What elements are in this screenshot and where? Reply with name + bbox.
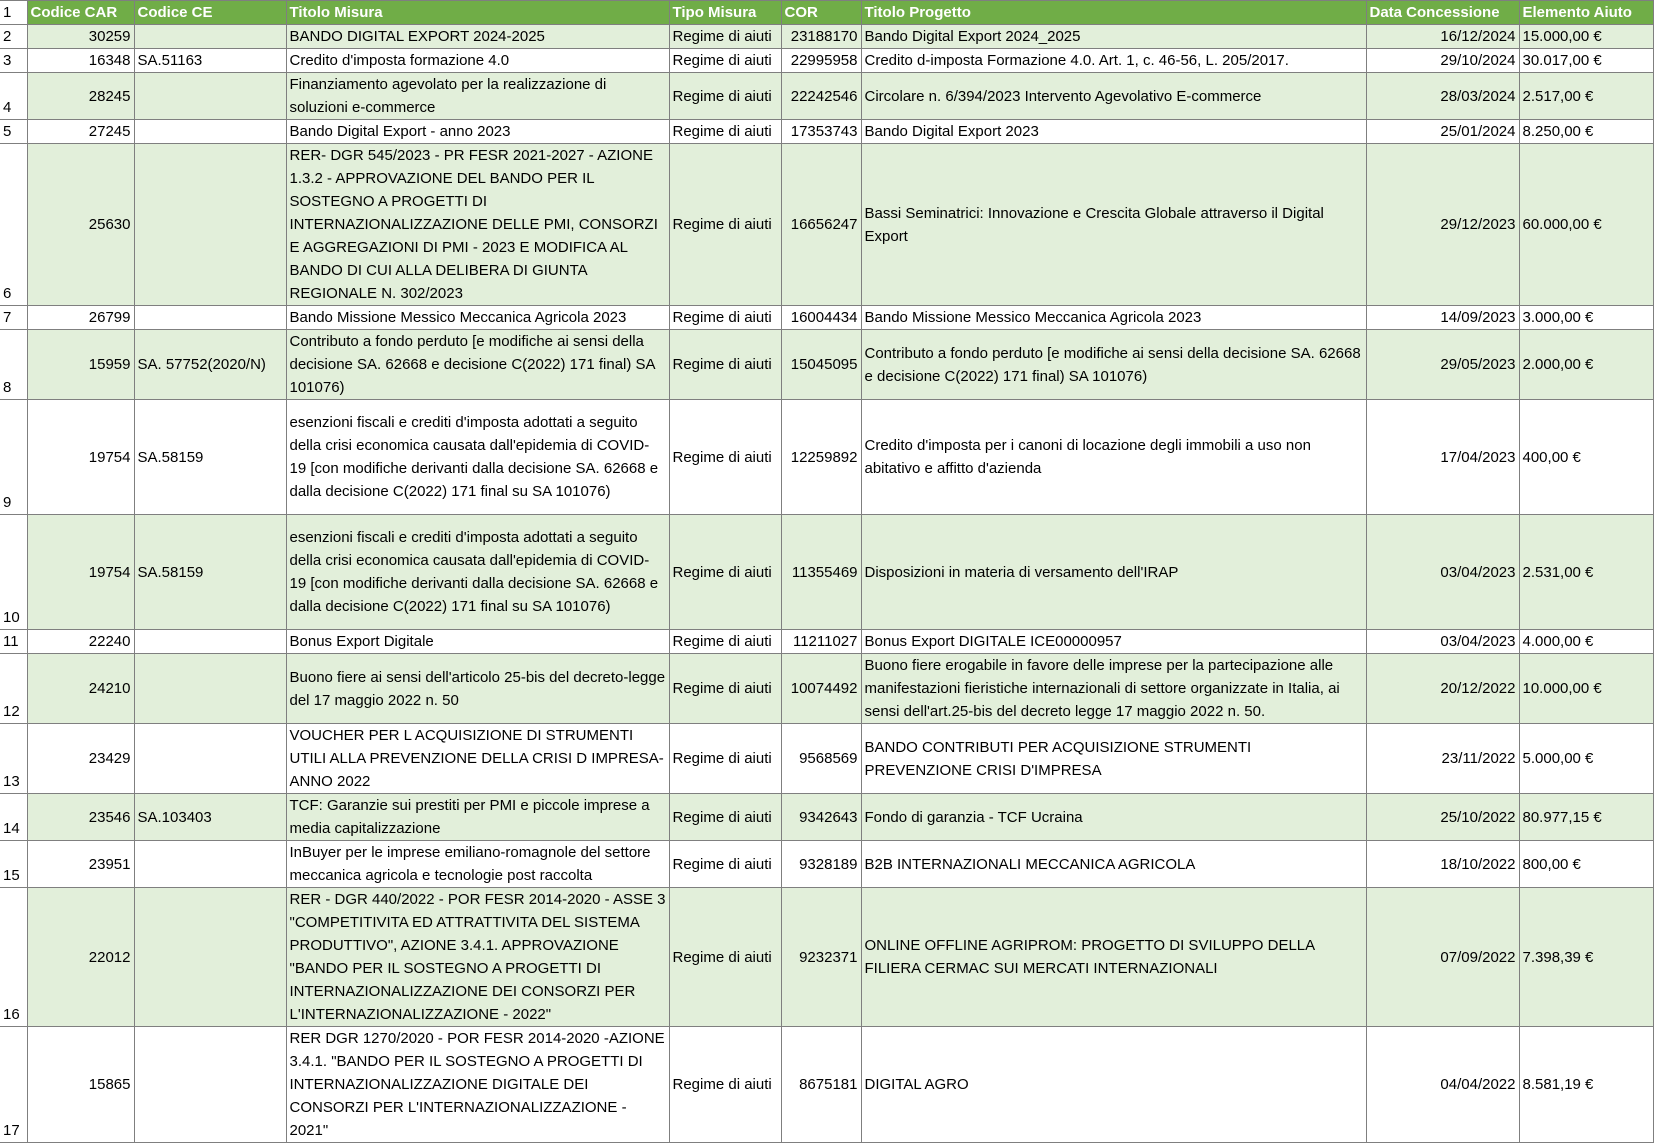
row-number[interactable]: 13 (0, 724, 27, 794)
cell-tipo-misura[interactable]: Regime di aiuti (669, 654, 781, 724)
cell-elemento-aiuto[interactable]: 3.000,00 € (1519, 306, 1653, 330)
cell-elemento-aiuto[interactable]: 80.977,15 € (1519, 794, 1653, 841)
cell-codice-ce[interactable]: SA.103403 (134, 794, 286, 841)
cell-cor[interactable]: 11355469 (781, 515, 861, 630)
cell-tipo-misura[interactable]: Regime di aiuti (669, 120, 781, 144)
row-number[interactable]: 3 (0, 49, 27, 73)
cell-data-concessione[interactable]: 28/03/2024 (1366, 73, 1519, 120)
row-number[interactable]: 11 (0, 630, 27, 654)
cell-data-concessione[interactable]: 03/04/2023 (1366, 515, 1519, 630)
cell-codice-car[interactable]: 15959 (27, 330, 134, 400)
cell-cor[interactable]: 9342643 (781, 794, 861, 841)
cell-data-concessione[interactable]: 03/04/2023 (1366, 630, 1519, 654)
table-row (0, 25, 1653, 49)
cell-titolo-misura[interactable]: Bonus Export Digitale (286, 630, 669, 654)
column-header[interactable]: Data Concessione (1366, 1, 1519, 25)
cell-elemento-aiuto[interactable]: 5.000,00 € (1519, 724, 1653, 794)
cell-cor[interactable]: 9232371 (781, 888, 861, 1027)
cell-data-concessione[interactable]: 25/01/2024 (1366, 120, 1519, 144)
cell-codice-ce[interactable] (134, 25, 286, 49)
cell-elemento-aiuto[interactable]: 7.398,39 € (1519, 888, 1653, 1027)
cell-codice-ce[interactable] (134, 888, 286, 1027)
row-number[interactable]: 10 (0, 515, 27, 630)
cell-titolo-misura[interactable]: RER- DGR 545/2023 - PR FESR 2021-2027 - AZIONE 1.3.2 - APPROVAZIONE DEL BANDO PER IL SOSTEGNO A PROGETTI DI INTERNAZIONALIZZAZIONE DELLE PMI, CONSORZI E AGGREGAZIONI DI PMI - 2023 E MODIFICA AL BANDO DI CUI ALLA DELIBERA DI GIUNTA REGIONALE N. 302/2023 (286, 144, 669, 306)
cell-codice-car[interactable]: 22012 (27, 888, 134, 1027)
table-row (0, 400, 1653, 515)
column-header[interactable]: Codice CE (134, 1, 286, 25)
cell-codice-car[interactable]: 23429 (27, 724, 134, 794)
cell-codice-ce[interactable] (134, 724, 286, 794)
cell-elemento-aiuto[interactable]: 2.517,00 € (1519, 73, 1653, 120)
cell-codice-ce[interactable] (134, 654, 286, 724)
row-number[interactable]: 16 (0, 888, 27, 1027)
cell-codice-car[interactable]: 24210 (27, 654, 134, 724)
cell-codice-ce[interactable]: SA.58159 (134, 515, 286, 630)
cell-tipo-misura[interactable]: Regime di aiuti (669, 49, 781, 73)
cell-tipo-misura[interactable]: Regime di aiuti (669, 400, 781, 515)
cell-codice-car[interactable]: 19754 (27, 515, 134, 630)
cell-cor[interactable]: 9328189 (781, 841, 861, 888)
column-header[interactable]: Titolo Misura (286, 1, 669, 25)
table-row (0, 144, 1653, 306)
cell-titolo-misura[interactable]: Buono fiere ai sensi dell'articolo 25-bis del decreto-legge del 17 maggio 2022 n. 50 (286, 654, 669, 724)
column-header[interactable]: Elemento Aiuto (1519, 1, 1653, 25)
cell-titolo-progetto[interactable]: DIGITAL AGRO (861, 1027, 1366, 1143)
row-number[interactable]: 12 (0, 654, 27, 724)
row-number[interactable]: 8 (0, 330, 27, 400)
cell-codice-ce[interactable]: SA. 57752(2020/N) (134, 330, 286, 400)
cell-elemento-aiuto[interactable]: 10.000,00 € (1519, 654, 1653, 724)
cell-data-concessione[interactable]: 07/09/2022 (1366, 888, 1519, 1027)
cell-codice-ce[interactable] (134, 630, 286, 654)
cell-tipo-misura[interactable]: Regime di aiuti (669, 25, 781, 49)
cell-titolo-progetto[interactable]: Bassi Seminatrici: Innovazione e Crescita Globale attraverso il Digital Export (861, 144, 1366, 306)
cell-codice-car[interactable]: 19754 (27, 400, 134, 515)
cell-tipo-misura[interactable]: Regime di aiuti (669, 841, 781, 888)
row-number[interactable]: 7 (0, 306, 27, 330)
cell-tipo-misura[interactable]: Regime di aiuti (669, 330, 781, 400)
cell-cor[interactable]: 12259892 (781, 400, 861, 515)
cell-codice-car[interactable]: 22240 (27, 630, 134, 654)
cell-titolo-misura[interactable]: esenzioni fiscali e crediti d'imposta adottati a seguito della crisi economica causata dall'epidemia di COVID-19 [con modifiche derivanti dalla decisione SA. 62668 e dalla decisione C(2022) 171 final su SA 101076) (286, 515, 669, 630)
cell-codice-ce[interactable] (134, 144, 286, 306)
cell-cor[interactable]: 10074492 (781, 654, 861, 724)
cell-tipo-misura[interactable]: Regime di aiuti (669, 306, 781, 330)
cell-codice-car[interactable]: 28245 (27, 73, 134, 120)
table-row (0, 841, 1653, 888)
cell-cor[interactable]: 16656247 (781, 144, 861, 306)
cell-tipo-misura[interactable]: Regime di aiuti (669, 630, 781, 654)
cell-cor[interactable]: 17353743 (781, 120, 861, 144)
cell-titolo-progetto[interactable]: Contributo a fondo perduto [e modifiche ai sensi della decisione SA. 62668 e decisione C(2022) 171 final) SA 101076) (861, 330, 1366, 400)
table-row (0, 724, 1653, 794)
table-row (0, 306, 1653, 330)
cell-cor[interactable]: 8675181 (781, 1027, 861, 1143)
table-row (0, 654, 1653, 724)
row-number[interactable]: 15 (0, 841, 27, 888)
cell-cor[interactable]: 22995958 (781, 49, 861, 73)
cell-codice-car[interactable]: 26799 (27, 306, 134, 330)
column-header[interactable]: Titolo Progetto (861, 1, 1366, 25)
cell-codice-car[interactable]: 25630 (27, 144, 134, 306)
cell-codice-car[interactable]: 16348 (27, 49, 134, 73)
cell-titolo-progetto[interactable]: Fondo di garanzia - TCF Ucraina (861, 794, 1366, 841)
cell-elemento-aiuto[interactable]: 4.000,00 € (1519, 630, 1653, 654)
cell-codice-ce[interactable] (134, 1027, 286, 1143)
cell-titolo-progetto[interactable]: ONLINE OFFLINE AGRIPROM: PROGETTO DI SVILUPPO DELLA FILIERA CERMAC SUI MERCATI INTERNAZIONALI (861, 888, 1366, 1027)
cell-titolo-misura[interactable]: Bando Missione Messico Meccanica Agricola 2023 (286, 306, 669, 330)
cell-data-concessione[interactable]: 04/04/2022 (1366, 1027, 1519, 1143)
cell-titolo-misura[interactable]: Finanziamento agevolato per la realizzazione di soluzioni e-commerce (286, 73, 669, 120)
cell-codice-car[interactable]: 27245 (27, 120, 134, 144)
cell-elemento-aiuto[interactable]: 2.531,00 € (1519, 515, 1653, 630)
cell-tipo-misura[interactable]: Regime di aiuti (669, 144, 781, 306)
table-row (0, 515, 1653, 630)
column-header[interactable]: COR (781, 1, 861, 25)
cell-codice-car[interactable]: 23546 (27, 794, 134, 841)
cell-tipo-misura[interactable]: Regime di aiuti (669, 794, 781, 841)
cell-elemento-aiuto[interactable]: 15.000,00 € (1519, 25, 1653, 49)
cell-codice-ce[interactable]: SA.51163 (134, 49, 286, 73)
cell-codice-ce[interactable]: SA.58159 (134, 400, 286, 515)
cell-elemento-aiuto[interactable]: 60.000,00 € (1519, 144, 1653, 306)
cell-data-concessione[interactable]: 17/04/2023 (1366, 400, 1519, 515)
cell-elemento-aiuto[interactable]: 2.000,00 € (1519, 330, 1653, 400)
cell-cor[interactable]: 23188170 (781, 25, 861, 49)
cell-elemento-aiuto[interactable]: 8.250,00 € (1519, 120, 1653, 144)
cell-titolo-progetto[interactable]: Buono fiere erogabile in favore delle imprese per la partecipazione alle manifestazioni fieristiche internazionali di settore organizzate in Italia, ai sensi dell'art.25-bis del decreto legge 17 maggio 2022 n. 50. (861, 654, 1366, 724)
cell-tipo-misura[interactable]: Regime di aiuti (669, 1027, 781, 1143)
cell-data-concessione[interactable]: 25/10/2022 (1366, 794, 1519, 841)
cell-data-concessione[interactable]: 16/12/2024 (1366, 25, 1519, 49)
cell-codice-car[interactable]: 15865 (27, 1027, 134, 1143)
cell-cor[interactable]: 16004434 (781, 306, 861, 330)
cell-elemento-aiuto[interactable]: 30.017,00 € (1519, 49, 1653, 73)
cell-titolo-misura[interactable]: BANDO DIGITAL EXPORT 2024-2025 (286, 25, 669, 49)
cell-cor[interactable]: 15045095 (781, 330, 861, 400)
column-header[interactable]: Tipo Misura (669, 1, 781, 25)
cell-tipo-misura[interactable]: Regime di aiuti (669, 515, 781, 630)
cell-cor[interactable]: 9568569 (781, 724, 861, 794)
cell-codice-ce[interactable] (134, 120, 286, 144)
cell-tipo-misura[interactable]: Regime di aiuti (669, 888, 781, 1027)
cell-titolo-progetto[interactable]: Bonus Export DIGITALE ICE00000957 (861, 630, 1366, 654)
cell-data-concessione[interactable]: 29/10/2024 (1366, 49, 1519, 73)
table-row (0, 888, 1653, 1027)
cell-data-concessione[interactable]: 29/05/2023 (1366, 330, 1519, 400)
cell-titolo-misura[interactable]: esenzioni fiscali e crediti d'imposta adottati a seguito della crisi economica causata dall'epidemia di COVID-19 [con modifiche derivanti dalla decisione SA. 62668 e dalla decisione C(2022) 171 final su SA 101076) (286, 400, 669, 515)
row-number[interactable]: 17 (0, 1027, 27, 1143)
cell-codice-ce[interactable] (134, 306, 286, 330)
cell-codice-car[interactable]: 30259 (27, 25, 134, 49)
table-row (0, 330, 1653, 400)
cell-titolo-progetto[interactable]: Bando Digital Export 2024_2025 (861, 25, 1366, 49)
row-number[interactable]: 9 (0, 400, 27, 515)
cell-titolo-progetto[interactable]: B2B INTERNAZIONALI MECCANICA AGRICOLA (861, 841, 1366, 888)
table-row (0, 794, 1653, 841)
cell-titolo-progetto[interactable]: Bando Missione Messico Meccanica Agricola 2023 (861, 306, 1366, 330)
cell-cor[interactable]: 11211027 (781, 630, 861, 654)
cell-data-concessione[interactable]: 18/10/2022 (1366, 841, 1519, 888)
cell-titolo-progetto[interactable]: Credito d-imposta Formazione 4.0. Art. 1, c. 46-56, L. 205/2017. (861, 49, 1366, 73)
cell-titolo-misura[interactable]: TCF: Garanzie sui prestiti per PMI e piccole imprese a media capitalizzazione (286, 794, 669, 841)
cell-cor[interactable]: 22242546 (781, 73, 861, 120)
row-number[interactable]: 14 (0, 794, 27, 841)
cell-data-concessione[interactable]: 14/09/2023 (1366, 306, 1519, 330)
cell-titolo-misura[interactable]: RER DGR 1270/2020 - POR FESR 2014-2020 -AZIONE 3.4.1. "BANDO PER IL SOSTEGNO A PROGETTI DI INTERNAZIONALIZZAZIONE DIGITALE DEI CONSORZI PER L'INTERNAZIONALIZZAZIONE - 2021" (286, 1027, 669, 1143)
row-number[interactable]: 6 (0, 144, 27, 306)
column-header[interactable]: Codice CAR (27, 1, 134, 25)
cell-codice-ce[interactable] (134, 73, 286, 120)
cell-data-concessione[interactable]: 29/12/2023 (1366, 144, 1519, 306)
header-row (0, 1, 1653, 25)
table-row (0, 1027, 1653, 1143)
cell-titolo-misura[interactable]: InBuyer per le imprese emiliano-romagnole del settore meccanica agricola e tecnologie post raccolta (286, 841, 669, 888)
cell-titolo-misura[interactable]: Bando Digital Export - anno 2023 (286, 120, 669, 144)
cell-tipo-misura[interactable]: Regime di aiuti (669, 724, 781, 794)
row-number[interactable]: 2 (0, 25, 27, 49)
cell-tipo-misura[interactable]: Regime di aiuti (669, 73, 781, 120)
cell-titolo-progetto[interactable]: Bando Digital Export 2023 (861, 120, 1366, 144)
table-row (0, 73, 1653, 120)
table-row (0, 120, 1653, 144)
cell-titolo-progetto[interactable]: BANDO CONTRIBUTI PER ACQUISIZIONE STRUMENTI PREVENZIONE CRISI D'IMPRESA (861, 724, 1366, 794)
cell-titolo-progetto[interactable]: Circolare n. 6/394/2023 Intervento Agevolativo E-commerce (861, 73, 1366, 120)
cell-codice-car[interactable]: 23951 (27, 841, 134, 888)
cell-titolo-progetto[interactable]: Credito d'imposta per i canoni di locazione degli immobili a uso non abitativo e affitto d'azienda (861, 400, 1366, 515)
cell-elemento-aiuto[interactable]: 800,00 € (1519, 841, 1653, 888)
cell-titolo-misura[interactable]: VOUCHER PER L ACQUISIZIONE DI STRUMENTI UTILI ALLA PREVENZIONE DELLA CRISI D IMPRESA- ANNO 2022 (286, 724, 669, 794)
table-row (0, 49, 1653, 73)
cell-titolo-progetto[interactable]: Disposizioni in materia di versamento dell'IRAP (861, 515, 1366, 630)
row-number[interactable]: 5 (0, 120, 27, 144)
cell-titolo-misura[interactable]: Credito d'imposta formazione 4.0 (286, 49, 669, 73)
cell-data-concessione[interactable]: 20/12/2022 (1366, 654, 1519, 724)
cell-titolo-misura[interactable]: Contributo a fondo perduto [e modifiche ai sensi della decisione SA. 62668 e decisione C(2022) 171 final) SA 101076) (286, 330, 669, 400)
cell-elemento-aiuto[interactable]: 8.581,19 € (1519, 1027, 1653, 1143)
row-number[interactable]: 1 (0, 1, 27, 25)
cell-titolo-misura[interactable]: RER - DGR 440/2022 - POR FESR 2014-2020 - ASSE 3 "COMPETITIVITA ED ATTRATTIVITA DEL SISTEMA PRODUTTIVO", AZIONE 3.4.1. APPROVAZIONE "BANDO PER IL SOSTEGNO A PROGETTI DI INTERNAZIONALIZZAZIONE DEI CONSORZI PER L'INTERNAZIONALIZZAZIONE - 2022" (286, 888, 669, 1027)
table-row (0, 630, 1653, 654)
cell-elemento-aiuto[interactable]: 400,00 € (1519, 400, 1653, 515)
cell-codice-ce[interactable] (134, 841, 286, 888)
row-number[interactable]: 4 (0, 73, 27, 120)
cell-data-concessione[interactable]: 23/11/2022 (1366, 724, 1519, 794)
